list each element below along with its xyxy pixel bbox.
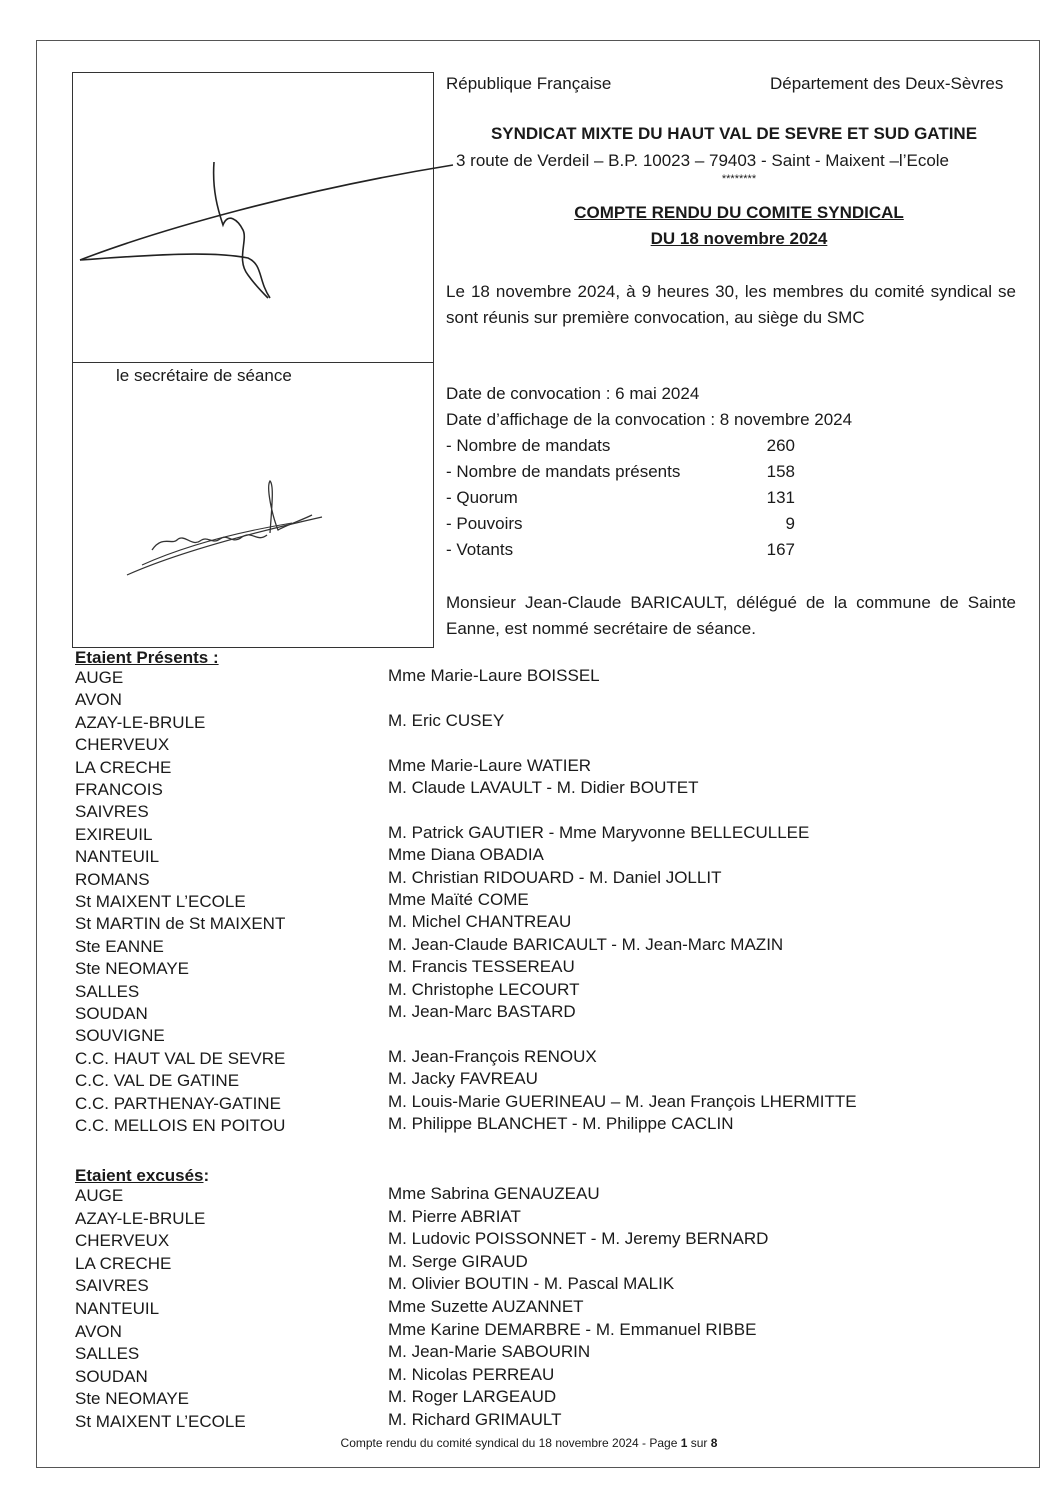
delegate-names: M. Patrick GAUTIER - Mme Maryvonne BELLECULLEE: [388, 822, 810, 842]
delegate-names: Mme Sabrina GENAUZEAU: [388, 1184, 600, 1203]
delegate-names: M. Serge GIRAUD: [388, 1251, 528, 1271]
delegate-names: M. Michel CHANTREAU: [388, 912, 572, 932]
secretary-label: le secrétaire de séance: [116, 366, 292, 385]
secretary-paragraph: Monsieur Jean-Claude BARICAULT, délégué de la commune de Sainte Eanne, est nommé secrétaire de séance.: [446, 593, 1016, 638]
footer-page: 1: [680, 1436, 688, 1450]
delegate-names: M. Christian RIDOUARD - M. Daniel JOLLIT: [388, 867, 722, 887]
delegate-names: M. Jean-Marie SABOURIN: [388, 1342, 591, 1362]
commune-name: SALLES: [75, 981, 140, 1001]
report-title: COMPTE RENDU DU COMITE SYNDICAL: [574, 203, 904, 222]
commune-name: AUGE: [75, 668, 124, 687]
delegate-names: M. Pierre ABRIAT: [388, 1206, 521, 1226]
delegate-names: M. Roger LARGEAUD: [388, 1387, 557, 1407]
stat-value: 131: [766, 488, 795, 507]
delegate-names: M. Jean-François RENOUX: [388, 1046, 597, 1066]
stat-label: - Votants: [446, 540, 514, 559]
commune-name: CHERVEUX: [75, 1231, 170, 1251]
commune-name: NANTEUIL: [75, 1299, 160, 1318]
delegate-names: Mme Suzette AUZANNET: [388, 1297, 584, 1316]
page-footer: [0, 1436, 1058, 1450]
delegate-names: M. Jean-Marc BASTARD: [388, 1002, 576, 1021]
commune-name: Ste NEOMAYE: [75, 1389, 189, 1409]
secretary-signature: [122, 475, 332, 585]
delegate-names: M. Jacky FAVREAU: [388, 1069, 538, 1089]
signature-box-divider: [73, 362, 433, 363]
footer-total: 8: [710, 1436, 718, 1450]
delegate-names: M. Claude LAVAULT - M. Didier BOUTET: [388, 778, 699, 797]
excused-heading-text: Etaient excusés: [75, 1166, 204, 1185]
delegate-names: Mme Marie-Laure WATIER: [388, 755, 592, 775]
commune-name: St MAIXENT L’ECOLE: [75, 1412, 246, 1431]
delegate-names: M. Francis TESSEREAU: [388, 957, 575, 977]
stat-value: 167: [766, 540, 795, 559]
commune-name: SOUDAN: [75, 1004, 148, 1023]
stat-value: 158: [766, 462, 795, 481]
commune-name: AUGE: [75, 1186, 124, 1205]
excused-heading-colon: :: [203, 1166, 210, 1185]
intro-paragraph: Le 18 novembre 2024, à 9 heures 30, les membres du comité syndical se sont réunis sur première convocation, au siège du SMC: [446, 282, 1016, 327]
commune-name: C.C. VAL DE GATINE: [75, 1071, 240, 1091]
delegate-names: M. Jean-Claude BARICAULT - M. Jean-Marc MAZIN: [388, 934, 784, 954]
stat-label: - Nombre de mandats: [446, 436, 611, 455]
stat-label: - Pouvoirs: [446, 514, 523, 533]
stat-value: 9: [785, 514, 795, 533]
excused-heading: [75, 1166, 209, 1186]
report-date-title: DU 18 novembre 2024: [650, 229, 828, 248]
header-republic: République Française: [446, 74, 612, 93]
commune-name: FRANCOIS: [75, 780, 163, 799]
delegate-names: Mme Marie-Laure BOISSEL: [388, 666, 600, 685]
commune-name: C.C. HAUT VAL DE SEVRE: [75, 1048, 286, 1068]
delegate-names: M. Philippe BLANCHET - M. Philippe CACLIN: [388, 1114, 734, 1133]
delegate-names: M. Christophe LECOURT: [388, 979, 580, 999]
delegate-names: Mme Karine DEMARBRE - M. Emmanuel RIBBE: [388, 1319, 757, 1339]
commune-name: St MAIXENT L’ECOLE: [75, 892, 246, 911]
delegate-names: M. Richard GRIMAULT: [388, 1410, 562, 1429]
delegate-names: Mme Diana OBADIA: [388, 845, 544, 865]
commune-name: ROMANS: [75, 869, 150, 889]
commune-name: Ste NEOMAYE: [75, 959, 189, 979]
commune-name: AVON: [75, 690, 122, 710]
commune-name: SOUDAN: [75, 1366, 148, 1386]
header-department: Département des Deux-Sèvres: [770, 74, 1004, 93]
delegate-names: M. Louis-Marie GUERINEAU – M. Jean François LHERMITTE: [388, 1091, 857, 1111]
commune-name: LA CRECHE: [75, 1253, 172, 1273]
org-address: 3 route de Verdeil – B.P. 10023 – 79403 - Saint - Maixent –l’Ecole: [456, 151, 950, 170]
commune-name: Ste EANNE: [75, 936, 164, 956]
commune-name: NANTEUIL: [75, 847, 160, 867]
commune-name: AVON: [75, 1321, 122, 1341]
stat-label: - Quorum: [446, 488, 518, 507]
delegate-names: M. Ludovic POISSONNET - M. Jeremy BERNARD: [388, 1229, 769, 1249]
delegate-names: M. Olivier BOUTIN - M. Pascal MALIK: [388, 1274, 675, 1294]
delegate-names: M. Eric CUSEY: [388, 710, 505, 730]
commune-name: SAIVRES: [75, 1276, 149, 1296]
delegate-names: Mme Maïté COME: [388, 890, 529, 909]
footer-text: Compte rendu du comité syndical du 18 novembre 2024 - Page: [340, 1436, 681, 1450]
commune-name: SALLES: [75, 1344, 140, 1364]
commune-name: C.C. MELLOIS EN POITOU: [75, 1116, 286, 1135]
commune-name: AZAY-LE-BRULE: [75, 712, 206, 732]
president-signature: [78, 150, 458, 310]
commune-name: SOUVIGNE: [75, 1026, 165, 1046]
org-name: SYNDICAT MIXTE DU HAUT VAL DE SEVRE ET SUD GATINE: [490, 124, 978, 143]
commune-name: SAIVRES: [75, 802, 149, 822]
stat-label: - Nombre de mandats présents: [446, 462, 681, 481]
commune-name: LA CRECHE: [75, 757, 172, 777]
stars-separator: ********: [721, 173, 757, 185]
delegate-names: M. Nicolas PERREAU: [388, 1364, 555, 1384]
affichage-date: Date d’affichage de la convocation : 8 novembre 2024: [446, 410, 853, 429]
convocation-date: Date de convocation : 6 mai 2024: [446, 384, 700, 403]
commune-name: AZAY-LE-BRULE: [75, 1208, 206, 1228]
commune-name: CHERVEUX: [75, 735, 170, 755]
footer-sep: sur: [687, 1436, 711, 1450]
stat-value: 260: [766, 436, 795, 455]
present-heading: Etaient Présents :: [75, 648, 219, 667]
commune-name: EXIREUIL: [75, 824, 153, 844]
commune-name: C.C. PARTHENAY-GATINE: [75, 1093, 281, 1113]
commune-name: St MARTIN de St MAIXENT: [75, 914, 286, 934]
